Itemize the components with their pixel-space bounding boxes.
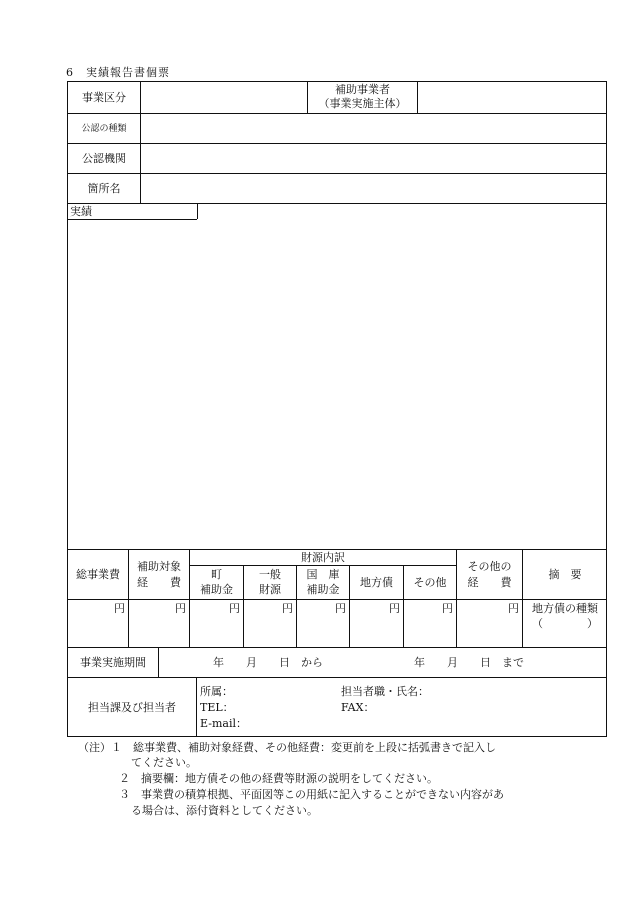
shozoku-label: 所属：: [200, 685, 233, 698]
kokko-hojokin-header-2: 補助金: [306, 583, 340, 596]
yen-unit: 円: [282, 602, 293, 615]
sonota-header: その他: [413, 576, 447, 589]
hojo-taisho-header-2: 経 費: [137, 576, 181, 589]
ippan-zaigen-header-2: 財源: [259, 583, 281, 596]
note-2: ２ 摘要欄：地方債その他の経費等財源の説明をしてください。: [119, 772, 438, 785]
kokko-hojokin-header: 国 庫: [306, 568, 340, 581]
tantoka-label: 担当課及び担当者: [88, 701, 176, 714]
yen-unit: 円: [114, 602, 125, 615]
period-to: 年 月 日 まで: [414, 656, 524, 669]
konin-kikan-label: 公認機関: [82, 152, 126, 165]
konin-shurui-label: 公認の種類: [81, 124, 127, 134]
form-title: 6 実績報告書個票: [66, 66, 170, 79]
cho-hojokin-header-2: 補助金: [200, 583, 233, 596]
note-1: （注）１ 総事業費、補助対象経費、その他経費：変更前を上段に括弧書きで記入し: [78, 741, 496, 754]
jigyo-jisshi-shutai-label: （事業実施主体）: [318, 97, 407, 110]
note-3-cont: る場合は、添付資料としてください。: [131, 804, 318, 817]
email-label: E-mail：: [200, 717, 247, 730]
chihosai-shurui-label: 地方債の種類: [532, 602, 598, 615]
yen-unit: 円: [508, 602, 519, 615]
yen-unit: 円: [389, 602, 400, 615]
sonota-keihi-header: その他の: [467, 560, 512, 573]
note-3: ３ 事業費の積算根拠、平面図等この用紙に記入することができない内容があ: [119, 788, 504, 801]
yen-unit: 円: [442, 602, 453, 615]
tantosha-label: 担当者職・氏名：: [341, 685, 429, 698]
form-frame: [67, 81, 607, 737]
cho-hojokin-header: 町: [211, 568, 222, 581]
ippan-zaigen-header: 一般: [259, 568, 281, 581]
chihosai-shurui-paren: （ ）: [532, 617, 598, 630]
yen-unit: 円: [335, 602, 346, 615]
yen-unit: 円: [175, 602, 186, 615]
tekiyo-header: 摘 要: [548, 568, 582, 581]
chihosai-header: 地方債: [360, 576, 393, 589]
sonota-keihi-header-2: 経 費: [467, 576, 512, 589]
fax-label: FAX：: [341, 701, 375, 714]
zaigen-uchiwake-header: 財源内訳: [301, 551, 345, 564]
jigyo-jisshi-kikan-label: 事業実施期間: [80, 656, 146, 669]
hojo-jigyosha-label: 補助事業者: [335, 83, 390, 96]
note-1-cont: てください。: [131, 756, 197, 769]
jisseki-label: 実績: [70, 205, 92, 218]
period-from: 年 月 日 から: [213, 656, 323, 669]
jigyo-kubun-label: 事業区分: [82, 91, 126, 104]
tel-label: TEL：: [200, 701, 234, 714]
so-jigyohi-header: 総事業費: [76, 568, 120, 581]
hojo-taisho-header: 補助対象: [137, 560, 181, 573]
yen-unit: 円: [229, 602, 240, 615]
kashomei-label: 箇所名: [87, 182, 121, 195]
